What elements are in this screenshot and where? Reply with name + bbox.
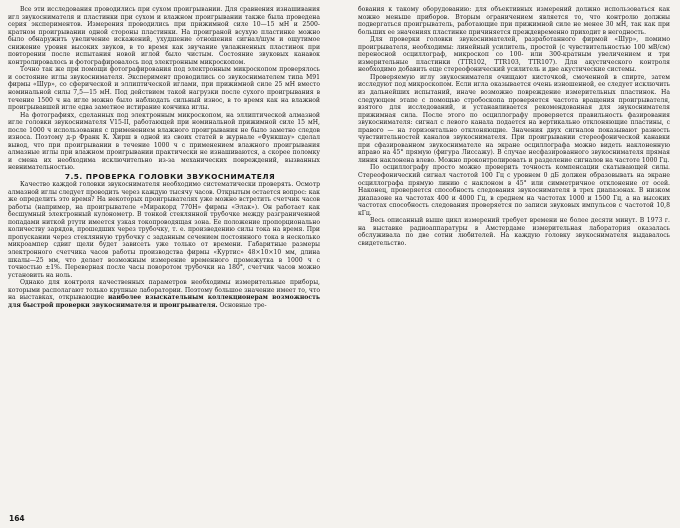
paragraph: Проверяемую иглу звукоснимателя очищают кисточкой, смоченной в спирте, затем исследуют под микроскопом. Если игла оказывается очень изношенной, ее следует исключить из дальнейших испытаний, иначе возможно повреждение измерительных пластинок. На следующем этапе с помощью стробоскопа проверяется частота вращения проигрывателя, взятого для исследований, и устанавливается рекомендованная для звукоснимателя прижимная сила. После этого по осциллографу проверяется правильность фазирования звукоснимателя: сигнал с левого канала подается на вертикально отклоняющие пластины, с правого — на горизонтально отклоняющие. Значения двух сигналов показывают разность чувствительностей каналов звукоснимателя. При проигрывании стереофонической канавки при сфазированном звукоснимателе на экране осциллографа можно видеть наклоненную вправо на 45° прямую (фигура Лиссажу). В случае несфазированного звукоснимателя прямая линия наклонена влево. Можно проконтролировать и разделение сигналов на частоте 1000 Гц. xyxy=(358,73,670,164)
paragraph-tail: Основные тре- xyxy=(219,301,267,309)
paragraph: На фотографиях, сделанных под электронным микроскопом, на эллиптической алмазной игле головки звукоснимателя V15-II, работающей при номинальной прижимной силе 15 мН, после 1000 ч использования с применением влажного проигрывания не было заметно следов износа. Поэтому д-р Франк К. Хирш в одной из своих статей в журнале «Функшау» сделал вывод, что при проигрывании в течение 1000 ч с применением влажного проигрывания алмазные иглы при влажном проигрывании практически не изнашиваются, а скорее поломку и смена их необходима исключительно из-за механических повреждений, вызванных невнимательностью. xyxy=(8,111,320,172)
paragraph: Для проверки головки звукоснимателей, разработанного фирмой «Шур», помимо проигрывателя, необходимы: линейный усилитель, простой (с чувствительностью 100 мВ/см) переносной осциллограф, микроскоп со 100- или 300-кратным увеличением и три измерительные пластинки (TTR102, TTR103, TTR107). Для акустического контроля необходимо добавить еще стереофонический усилитель и две акустические системы. xyxy=(358,36,670,74)
paragraph: бования к такому оборудованию: для объективных измерений должно использоваться как можно меньше приборов. Вторым ограничением является то, что контролю должны подвергаться проигрыватель, работающие при прижимной силе не менее 30 мН, так как при больших ее значениях пластинке причиняется преждевременно приходит в негодность. xyxy=(358,6,670,36)
paragraph-lead: Однако для контроля качественных параметров необходимы измерительные приборы, которыми располагают только крупные лаборатории. Поэтому большое значение имеет то, что на выставках, открывающие xyxy=(8,279,320,302)
paragraph: Все эти исследования проводились при сухом проигрывании. Для сравнения изнашивания игл звукоснимателя и пластинки при сухом и влажном проигрывании также была проведена серия экспериментов. Измерения проводились при прижимной силе 10—15 мН и 2500-кратном проигрывании одной стороны пластинки. На проиграной всухую пластинке можно было обнаружить увеличение искажений, ухудшение отношения сигнал/шум и ощутимое снижение уровня высоких звуков, в то время как звучание увлажненных пластинок при повторении после испытания новой иглой было чистым. Состояние звуковых канавок контролировалось и фотографировалось под электронным микроскопом. xyxy=(8,6,320,66)
paragraph: Качество каждой головки звукоснимателя необходимо систематически проверять. Осмотр алмазной иглы следует проводить через каждую тысячу часов. Открытым остается вопрос: как же определить это время? На некоторых проигрывателях уже можно встретить счетчик часов работы (например, на проигрывателе «Миракорд 770Н» фирмы «Элак»). Он работает как бесшумный электронный кулонометр. В тонкой стеклянной трубочке между разграниченной попадами ниткой ртути имеется узкая токопроводящая зона. Ее положение пропорционально количеству зарядов, прошедших через трубочку, т. е. произведению силы тока на время. При пропускании через стеклянную трубочку с заданным сечением постоянного тока в несколько микроампер сдвиг щели будет зависеть уже только от времени. Габаритные размеры электронного счетчика часов работы производства фирмы «Куртис» 48×10×10 мм, длина шкалы—25 мм, что делает возможным измерение временного промежутка в 1000 ч с точностью ±1%. Переверная после часы поворотом трубочки на 180°, счетчик часов можно установить на ноль. xyxy=(8,181,320,279)
bold-emphasis: наиболее взыскательным коллекционерам возможность для быстрой проверки звукоснимателя и проигрывателя. xyxy=(8,294,320,309)
paragraph: По осциллографу просто можно проверить точность компенсации скатывающей силы. Стереофонический сигнал частотой 100 Гц с уровнем 0 дБ должен образовывать на экране осциллографа прямую линию с наклоном в 45° или симметричное отклонение от осей. Наконец, проверяется способность следования звукоснимателя в трех диапазонах. В низком диапазоне на частотах 400 и 4000 Гц, в среднем на частотах 1000 и 1500 Гц, а на высоких частотах способность следования проверяется по записи звуковых импульсов с частотой 10,8 кГц. xyxy=(358,164,670,217)
paragraph: Точно так же при помощи фотографирования под электронным микроскопом проверялось и состояние иглы звукоснимателя. Эксперимент проводились со звукоснимателем типа М91 фирмы «Шур», со сферической и эллиптической иглами, при прижимной силе 25 мН вместо номинальной силы 7,5—15 мН. Под действием такой нагрузки после сухого проигрывания в течение 1500 ч на игле можно было наблюдать сильный износ, в то время как на влажной проигрывавшей игле едва заметное истирание кончика иглы. xyxy=(8,66,320,112)
right-column xyxy=(358,6,670,248)
paragraph: Весь описанный выше цикл измерений требует времени не более десяти минут. В 1973 г. на выставке радиоаппаратуры в Амстердаме измерительная лаборатория оказалась обслуживала по две сотни любителей. На каждую головку звукоснимателя выдавалось свидетельство. xyxy=(358,217,670,247)
section-heading: 7.5. ПРОВЕРКА ГОЛОВКИ ЗВУКОСНИМАТЕЛЯ xyxy=(64,172,276,182)
left-column xyxy=(8,6,320,309)
page-number: 164 xyxy=(9,514,25,523)
paragraph xyxy=(8,279,320,309)
